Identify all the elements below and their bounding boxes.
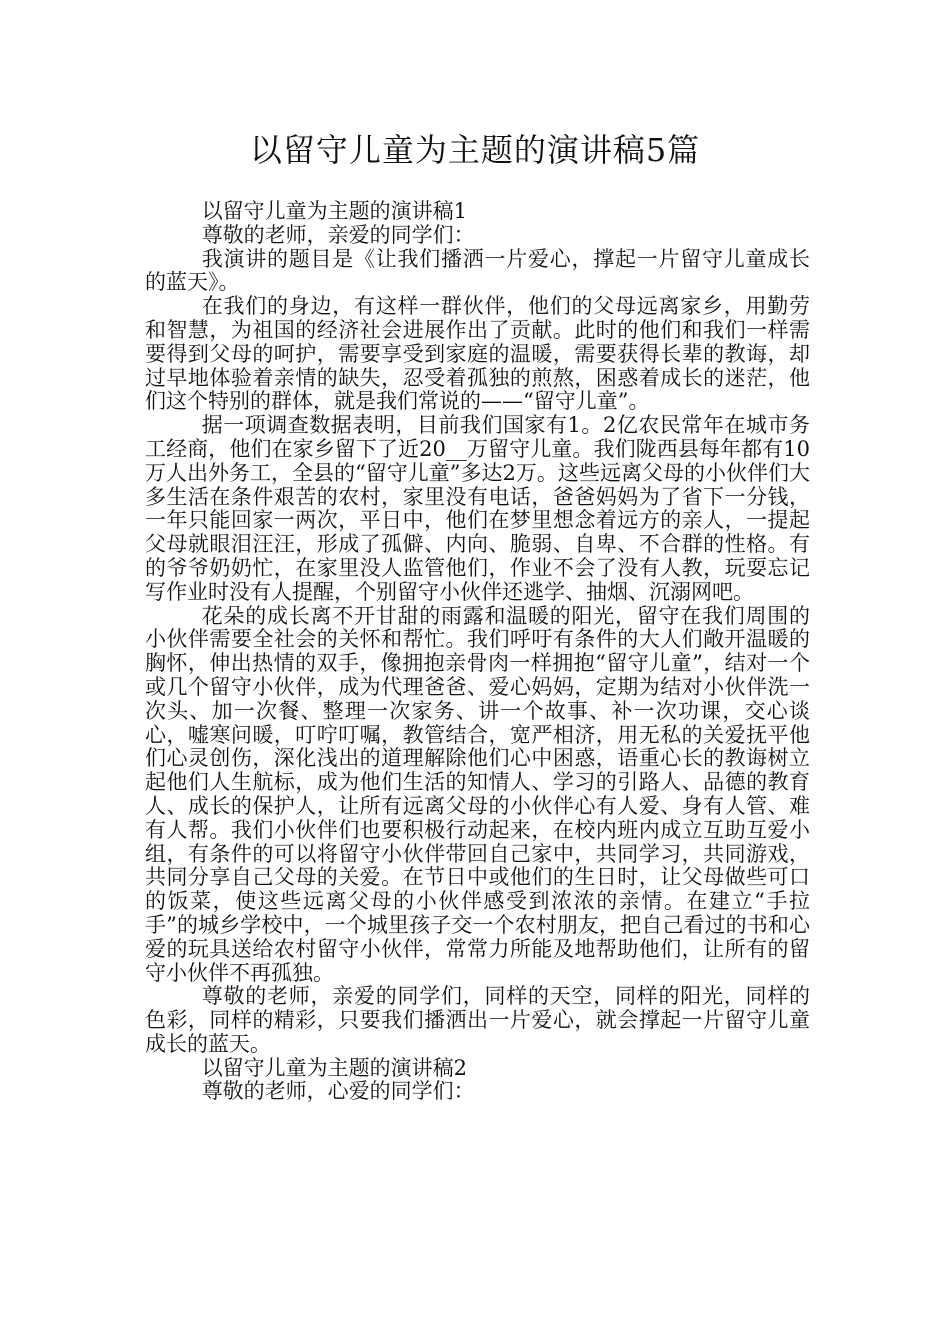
paragraph: 花朵的成长离不开甘甜的雨露和温暖的阳光，留守在我们周围的小伙伴需要全社会的关怀和帮忙。我们呼吁有条件的大人们敞开温暖的胸怀，伸出热情的双手，像拥抱亲骨肉一样拥抱“留守儿童”，结对一个或几个留守小伙伴，成为代理爸爸、爱心妈妈，定期为结对小伙伴洗一次头、加一次餐、整理一次家务、讲一个故事、补一次功课，交心谈心，嘘寒问暖，叮咛叮嘱，教管结合，宽严相济，用无私的关爱抚平他们心灵创伤，深化浅出的道理解除他们心中困惑，语重心长的教诲树立起他们人生航标，成为他们生活的知情人、学习的引路人、品德的教育人、成长的保护人，让所有远离父母的小伙伴心有人爱、身有人管、难有人帮。我们小伙伴们也要积极行动起来，在校内班内成立互助互爱小组，有条件的可以将留守小伙伴带回自己家中，共同学习，共同游戏，共同分享自己父母的关爱。在节日中或他们的生日时，让父母做些可口的饭菜，使这些远离父母的小伙伴感受到浓浓的亲情。在建立“手拉手”的城乡学校中，一个城里孩子交一个农村朋友，把自己看过的书和心爱的玩具送给农村留守小伙伴，常常力所能及地帮助他们，让所有的留守小伙伴不再孤独。 — [145, 603, 810, 985]
document-title: 以留守儿童为主题的演讲稿5篇 — [249, 131, 701, 169]
paragraph: 在我们的身边，有这样一群伙伴，他们的父母远离家乡，用勤劳和智慧，为祖国的经济社会进展作出了贡献。此时的他们和我们一样需要得到父母的呵护，需要享受到家庭的温暖，需要获得长辈的教诲，却过早地体验着亲情的缺失，忍受着孤独的煎熬，困惑着成长的迷茫，他们这个特别的群体，就是我们常说的——“留守儿童”。 — [145, 294, 810, 414]
section-heading-1: 以留守儿童为主题的演讲稿1 — [201, 199, 468, 223]
salutation: 尊敬的老师，心爱的同学们： — [201, 1079, 475, 1104]
salutation: 尊敬的老师，亲爱的同学们： — [201, 222, 475, 247]
paragraph: 我演讲的题目是《让我们播洒一片爱心，撑起一片留守儿童成长的蓝天》。 — [145, 246, 810, 295]
document-body — [145, 200, 810, 1104]
section-heading-2: 以留守儿童为主题的演讲稿2 — [201, 1055, 468, 1080]
paragraph: 尊敬的老师，亲爱的同学们，同样的天空，同样的阳光，同样的色彩，同样的精彩，只要我们播洒出一片爱心，就会撑起一片留守儿童成长的蓝天。 — [145, 984, 810, 1056]
paragraph: 据一项调查数据表明，目前我们国家有1。2亿农民常年在城市务工经商，他们在家乡留下了近20__万留守儿童。我们陇西县每年都有10万人出外务工，全县的“留守儿童”多达2万。这些远离父母的小伙伴们大多生活在条件艰苦的农村，家里没有电话，爸爸妈妈为了省下一分钱，一年只能回家一两次，平日中，他们在梦里想念着远方的亲人，一提起父母就眼泪汪汪，形成了孤僻、内向、脆弱、自卑、不合群的性格。有的爷爷奶奶忙，在家里没人监管他们，作业不会了没有人教，玩耍忘记写作业时没有人提醒，个别留守小伙伴还逃学、抽烟、沉溺网吧。 — [145, 413, 810, 604]
